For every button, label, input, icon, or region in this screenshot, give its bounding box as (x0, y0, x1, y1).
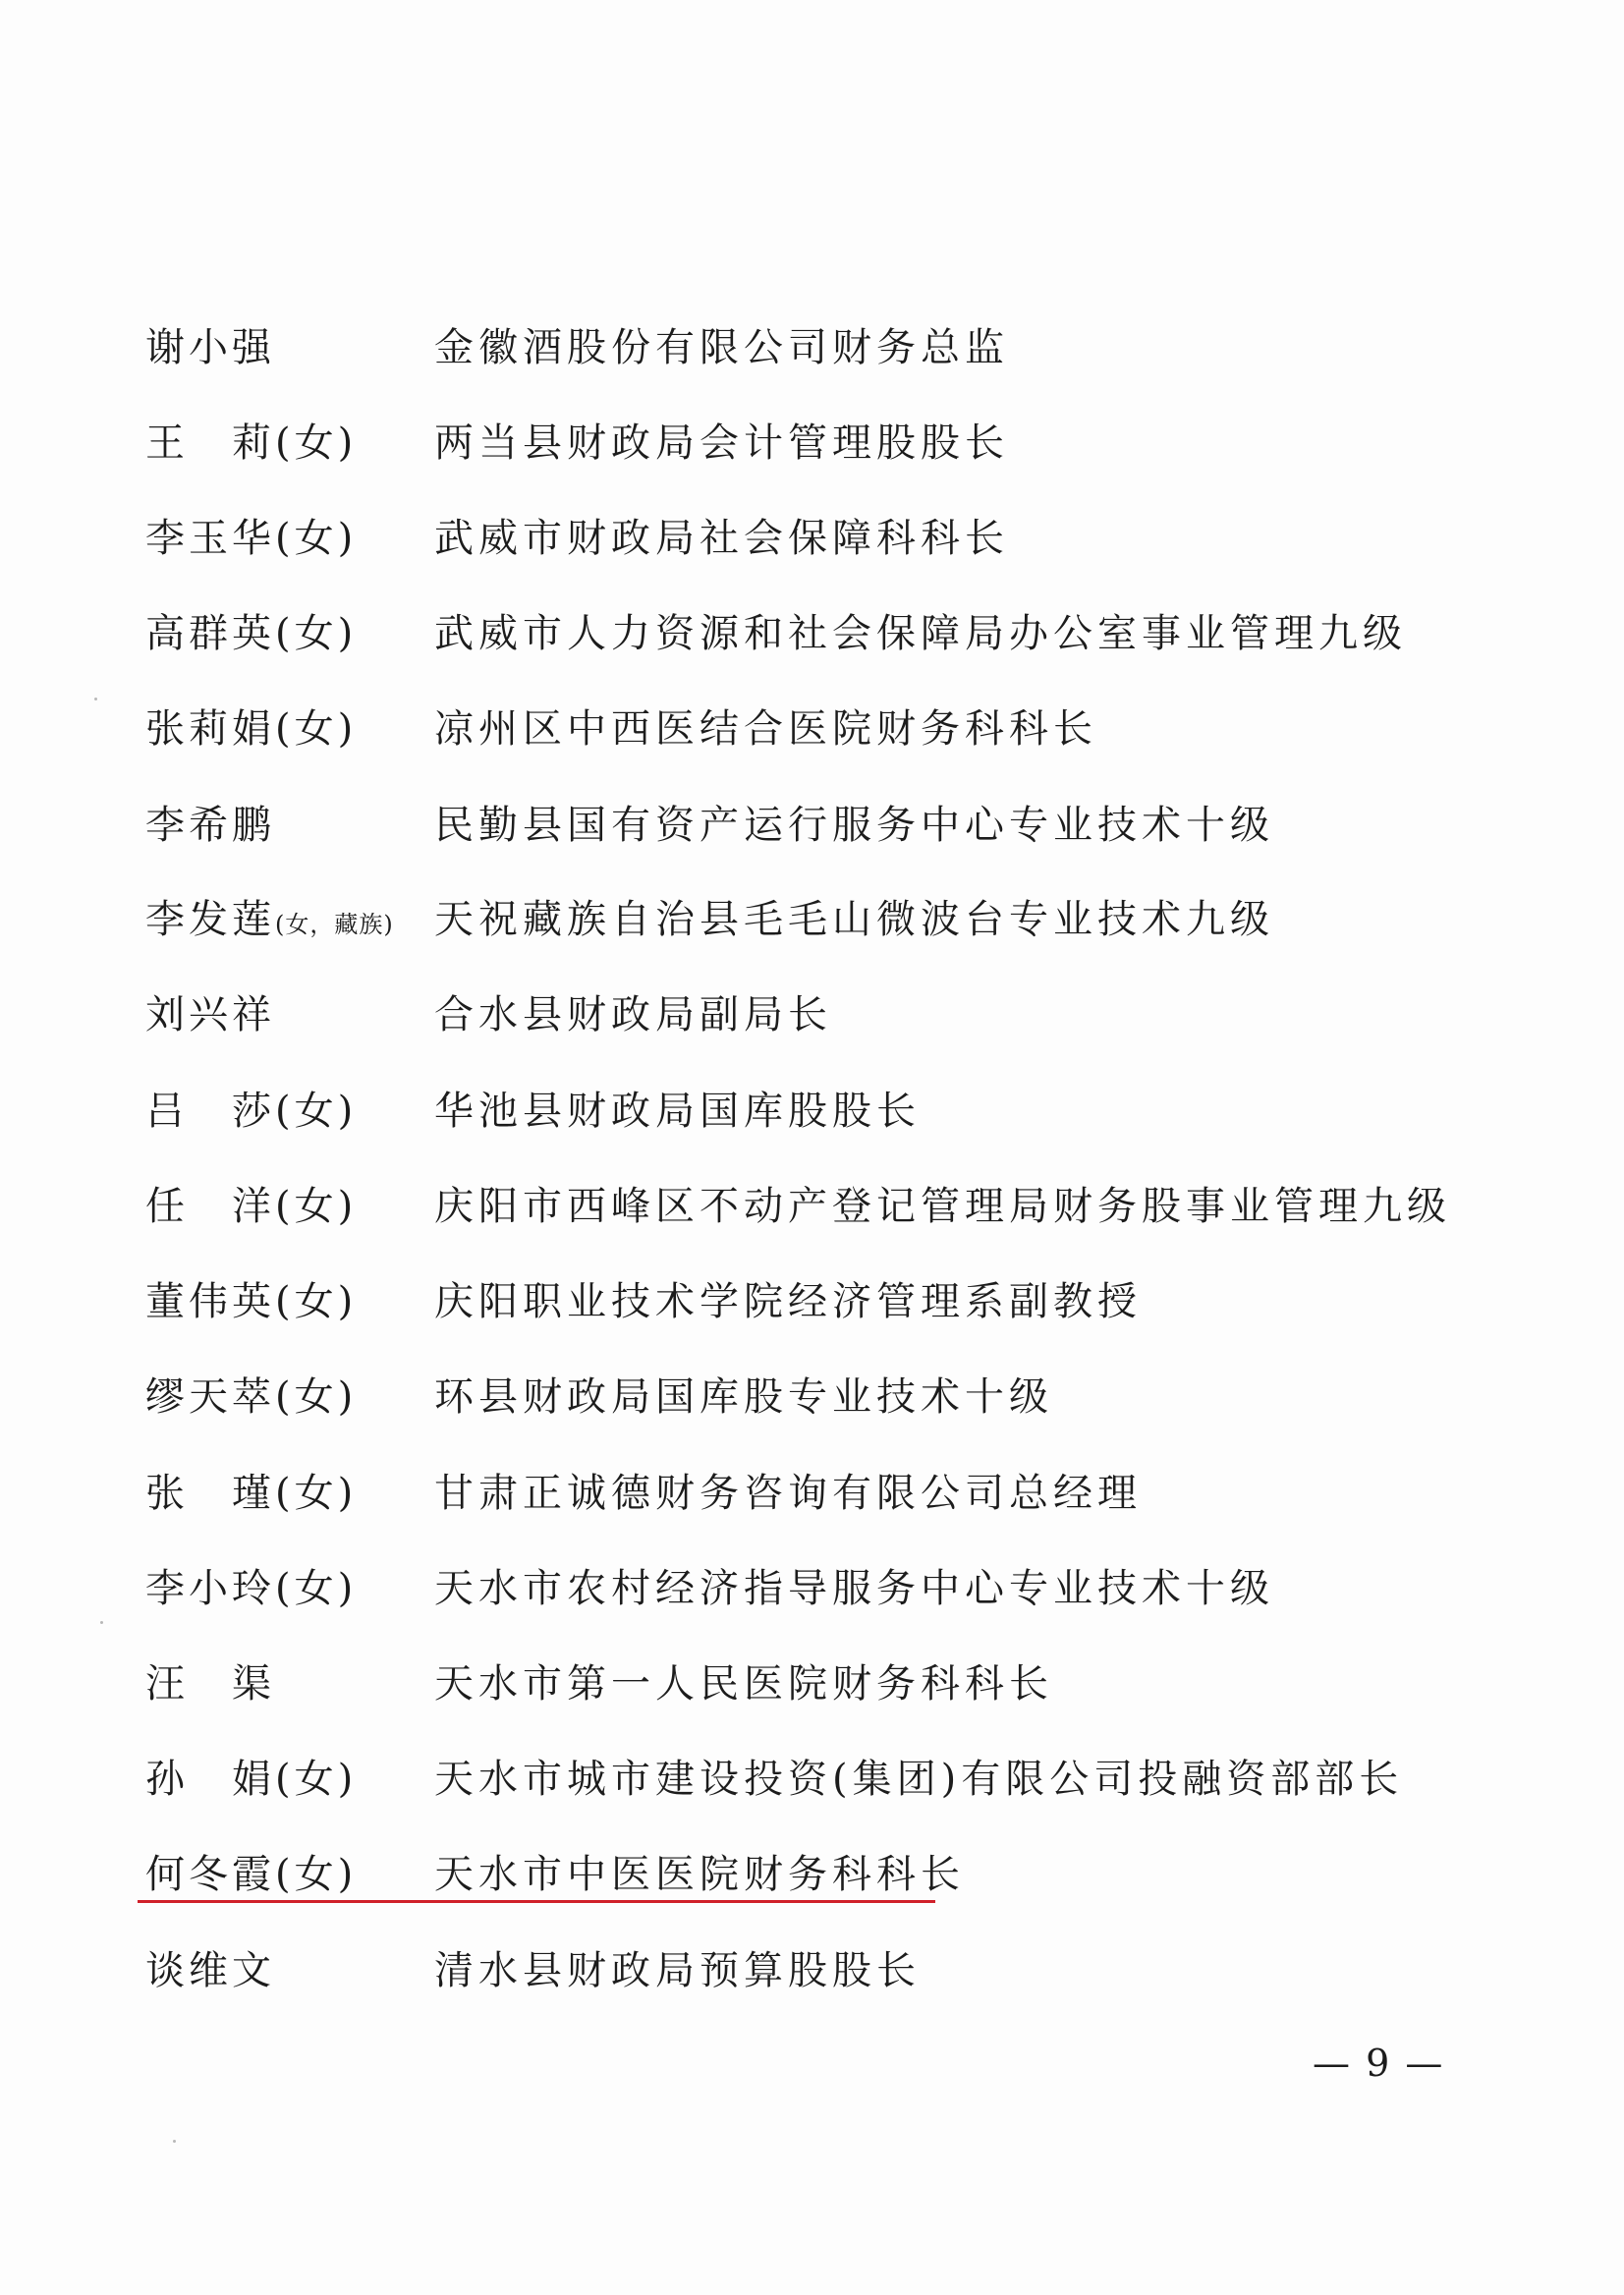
red-underline-annotation (138, 1900, 935, 1903)
person-name: 缪天萃(女) (145, 1374, 358, 1420)
list-item (0, 318, 1624, 397)
list-item (0, 1177, 1624, 1256)
person-position: 庆阳市西峰区不动产登记管理局财务股事业管理九级 (434, 1184, 1451, 1229)
person-position: 武威市人力资源和社会保障局办公室事业管理九级 (434, 611, 1407, 656)
person-name: 李小玲(女) (145, 1566, 358, 1611)
list-item (0, 604, 1624, 683)
person-name: 汪 渠 (145, 1661, 275, 1707)
list-item (0, 1082, 1624, 1160)
person-name: 任 洋(女) (145, 1184, 358, 1229)
list-item (0, 1368, 1624, 1446)
list-item (0, 509, 1624, 588)
person-position: 华池县财政局国库股股长 (434, 1089, 921, 1134)
list-item (0, 1464, 1624, 1542)
scan-speck (94, 698, 97, 700)
page-number: — 9 — (1313, 2042, 1445, 2085)
list-item (0, 1559, 1624, 1638)
person-name: 张莉娟(女) (145, 706, 358, 752)
person-name: 刘兴祥 (145, 992, 275, 1037)
person-name: 何冬霞(女) (145, 1852, 358, 1897)
scan-speck (173, 2140, 176, 2143)
list-item (0, 796, 1624, 874)
person-position: 天水市第一人民医院财务科科长 (434, 1661, 1053, 1707)
person-position: 民勤县国有资产运行服务中心专业技术十级 (434, 803, 1274, 848)
person-name: 谈维文 (145, 1948, 275, 1993)
person-position: 合水县财政局副局长 (434, 992, 832, 1037)
person-name: 张 瑾(女) (145, 1471, 358, 1516)
list-item (0, 414, 1624, 492)
list-item (0, 1654, 1624, 1733)
list-item (0, 1272, 1624, 1351)
list-item (0, 1750, 1624, 1828)
person-position: 清水县财政局预算股股长 (434, 1948, 921, 1993)
person-name: 孙 娟(女) (145, 1757, 358, 1802)
person-name: 高群英(女) (145, 611, 358, 656)
person-position: 武威市财政局社会保障科科长 (434, 516, 1009, 561)
person-position: 天祝藏族自治县毛毛山微波台专业技术九级 (434, 897, 1274, 942)
person-position: 金徽酒股份有限公司财务总监 (434, 325, 1009, 370)
scan-speck (100, 1621, 103, 1624)
person-position: 环县财政局国库股专业技术十级 (434, 1374, 1053, 1420)
list-item (0, 1941, 1624, 2020)
list-item (0, 890, 1624, 969)
person-name: 吕 莎(女) (145, 1089, 358, 1134)
person-name: 谢小强 (145, 325, 275, 370)
person-position: 庆阳职业技术学院经济管理系副教授 (434, 1279, 1142, 1324)
list-item-highlighted (0, 1845, 1624, 1924)
person-position: 凉州区中西医结合医院财务科科长 (434, 706, 1097, 752)
person-name: 王 莉(女) (145, 420, 358, 466)
person-name: 董伟英(女) (145, 1279, 358, 1324)
person-name: 李发莲(女，藏族) (145, 897, 394, 942)
person-position: 甘肃正诚德财务咨询有限公司总经理 (434, 1471, 1142, 1516)
person-name: 李希鹏 (145, 803, 275, 848)
person-position: 天水市城市建设投资(集团)有限公司投融资部部长 (434, 1757, 1404, 1802)
list-item (0, 985, 1624, 1064)
list-item (0, 700, 1624, 778)
person-position: 天水市农村经济指导服务中心专业技术十级 (434, 1566, 1274, 1611)
person-name: 李玉华(女) (145, 516, 358, 561)
person-position: 两当县财政局会计管理股股长 (434, 420, 1009, 466)
person-position: 天水市中医医院财务科科长 (434, 1852, 965, 1897)
